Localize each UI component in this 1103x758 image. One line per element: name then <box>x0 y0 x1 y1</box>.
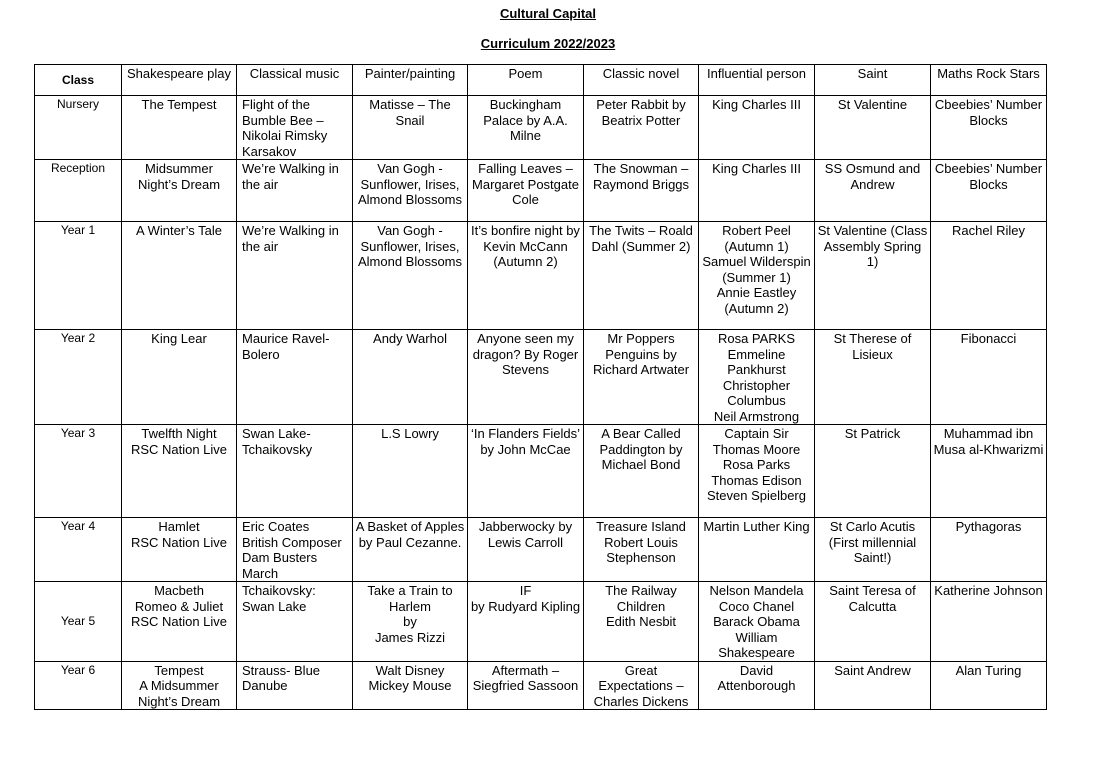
table-cell: Hamlet RSC Nation Live <box>122 518 237 582</box>
table-cell: St Carlo Acutis (First millennial Saint!) <box>815 518 931 582</box>
table-cell: It’s bonfire night by Kevin McCann (Autumn 2) <box>468 222 584 330</box>
table-cell: The Railway Children Edith Nesbit <box>584 582 699 662</box>
header-saint: Saint <box>815 65 931 96</box>
table-cell: Alan Turing <box>931 661 1047 710</box>
curriculum-table <box>34 64 1047 710</box>
table-cell: Matisse – The Snail <box>353 96 468 160</box>
table-cell: The Tempest <box>122 96 237 160</box>
table-cell: IF by Rudyard Kipling <box>468 582 584 662</box>
table-cell: Maurice Ravel- Bolero <box>237 330 353 425</box>
table-cell: Great Expectations – Charles Dickens <box>584 661 699 710</box>
header-row <box>35 65 1047 96</box>
table-cell: Jabberwocky by Lewis Carroll <box>468 518 584 582</box>
row-class-label: Year 5 <box>35 582 122 662</box>
table-cell: King Charles III <box>699 160 815 222</box>
table-cell: Mr Poppers Penguins by Richard Artwater <box>584 330 699 425</box>
header-classical-music: Classical music <box>237 65 353 96</box>
table-row <box>35 425 1047 518</box>
table-cell: Katherine Johnson <box>931 582 1047 662</box>
table-cell: Peter Rabbit by Beatrix Potter <box>584 96 699 160</box>
table-cell: Anyone seen my dragon? By Roger Stevens <box>468 330 584 425</box>
table-cell: Muhammad ibn Musa al-Khwarizmi <box>931 425 1047 518</box>
table-cell: Walt Disney Mickey Mouse <box>353 661 468 710</box>
table-cell: Midsummer Night’s Dream <box>122 160 237 222</box>
table-cell: Tempest A Midsummer Night’s Dream <box>122 661 237 710</box>
table-cell: St Valentine (Class Assembly Spring 1) <box>815 222 931 330</box>
table-cell: Treasure Island Robert Louis Stephenson <box>584 518 699 582</box>
table-cell: Swan Lake- Tchaikovsky <box>237 425 353 518</box>
table-cell: SS Osmund and Andrew <box>815 160 931 222</box>
row-class-label: Year 3 <box>35 425 122 518</box>
table-cell: Tchaikovsky: Swan Lake <box>237 582 353 662</box>
table-cell: Van Gogh - Sunflower, Irises, Almond Blossoms <box>353 222 468 330</box>
header-maths-rock-stars: Maths Rock Stars <box>931 65 1047 96</box>
table-cell: ‘In Flanders Fields’ by John McCae <box>468 425 584 518</box>
row-class-label: Nursery <box>35 96 122 160</box>
table-row <box>35 518 1047 582</box>
table-cell: Cbeebies’ Number Blocks <box>931 160 1047 222</box>
table-row <box>35 96 1047 160</box>
table-cell: St Therese of Lisieux <box>815 330 931 425</box>
header-classic-novel: Classic novel <box>584 65 699 96</box>
table-cell: Pythagoras <box>931 518 1047 582</box>
table-cell: Rachel Riley <box>931 222 1047 330</box>
table-cell: Aftermath – Siegfried Sassoon <box>468 661 584 710</box>
table-cell: Robert Peel (Autumn 1) Samuel Wilderspin (Summer 1) Annie Eastley (Autumn 2) <box>699 222 815 330</box>
table-row <box>35 222 1047 330</box>
row-class-label: Year 1 <box>35 222 122 330</box>
header-poem: Poem <box>468 65 584 96</box>
table-cell: Saint Teresa of Calcutta <box>815 582 931 662</box>
header-class: Class <box>35 65 122 96</box>
table-row <box>35 330 1047 425</box>
header-shakespeare: Shakespeare play <box>122 65 237 96</box>
table-cell: Rosa PARKS Emmeline Pankhurst Christopher Columbus Neil Armstrong <box>699 330 815 425</box>
table-cell: The Snowman – Raymond Briggs <box>584 160 699 222</box>
document-subtitle: Curriculum 2022/2023 <box>480 36 616 51</box>
table-cell: Saint Andrew <box>815 661 931 710</box>
table-cell: A Winter’s Tale <box>122 222 237 330</box>
table-cell: A Bear Called Paddington by Michael Bond <box>584 425 699 518</box>
table-cell: King Charles III <box>699 96 815 160</box>
table-cell: King Lear <box>122 330 237 425</box>
table-cell: David Attenborough <box>699 661 815 710</box>
table-cell: Captain Sir Thomas Moore Rosa Parks Thomas Edison Steven Spielberg <box>699 425 815 518</box>
document-title: Cultural Capital <box>499 6 597 21</box>
table-cell: The Twits – Roald Dahl (Summer 2) <box>584 222 699 330</box>
table-row <box>35 661 1047 710</box>
table-cell: We’re Walking in the air <box>237 222 353 330</box>
table-cell: Strauss- Blue Danube <box>237 661 353 710</box>
table-cell: Flight of the Bumble Bee – Nikolai Rimsky Karsakov <box>237 96 353 160</box>
table-cell: Nelson Mandela Coco Chanel Barack Obama William Shakespeare <box>699 582 815 662</box>
table-cell: Cbeebies’ Number Blocks <box>931 96 1047 160</box>
table-cell: Buckingham Palace by A.A. Milne <box>468 96 584 160</box>
table-row <box>35 582 1047 662</box>
row-class-label: Year 6 <box>35 661 122 710</box>
table-cell: Martin Luther King <box>699 518 815 582</box>
table-cell: St Patrick <box>815 425 931 518</box>
table-row <box>35 160 1047 222</box>
row-class-label: Year 4 <box>35 518 122 582</box>
table-cell: Take a Train to Harlem by James Rizzi <box>353 582 468 662</box>
table-cell: Fibonacci <box>931 330 1047 425</box>
table-cell: L.S Lowry <box>353 425 468 518</box>
table-cell: Falling Leaves – Margaret Postgate Cole <box>468 160 584 222</box>
row-class-label: Reception <box>35 160 122 222</box>
row-class-label: Year 2 <box>35 330 122 425</box>
table-cell: Twelfth Night RSC Nation Live <box>122 425 237 518</box>
table-cell: Macbeth Romeo & Juliet RSC Nation Live <box>122 582 237 662</box>
table-cell: We’re Walking in the air <box>237 160 353 222</box>
table-cell: A Basket of Apples by Paul Cezanne. <box>353 518 468 582</box>
table-cell: Van Gogh - Sunflower, Irises, Almond Blossoms <box>353 160 468 222</box>
header-painter: Painter/painting <box>353 65 468 96</box>
table-cell: Eric Coates British Composer Dam Busters March <box>237 518 353 582</box>
header-influential-person: Influential person <box>699 65 815 96</box>
table-cell: Andy Warhol <box>353 330 468 425</box>
table-cell: St Valentine <box>815 96 931 160</box>
